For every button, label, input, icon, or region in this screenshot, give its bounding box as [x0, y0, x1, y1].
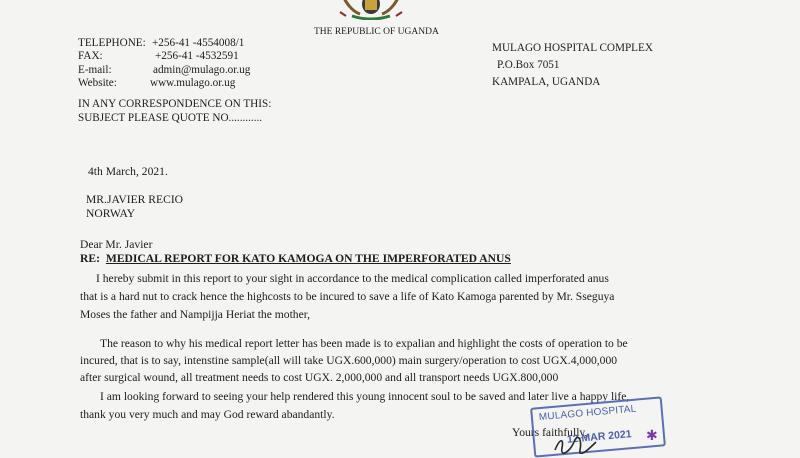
signature-icon	[552, 436, 598, 454]
org-pobox: P.O.Box 7051	[497, 59, 560, 71]
para3-line1: I am looking forward to seeing your help rendered this young innocent soul to be saved and later live a happy life,	[100, 390, 630, 403]
subject-line	[80, 250, 511, 268]
stamp-org: MULAGO HOSPITAL	[538, 403, 637, 424]
re-label: RE:	[80, 252, 100, 265]
recipient-name: MR.JAVIER RECIO	[86, 193, 184, 206]
closing: Yours faithfully,	[512, 426, 588, 439]
subject-text: MEDICAL REPORT FOR KATO KAMOGA ON THE IMPERFORATED ANUS	[105, 252, 511, 265]
uganda-coat-of-arms-icon	[336, 0, 406, 20]
hospital-stamp	[530, 396, 666, 457]
recipient-country: NORWAY	[86, 207, 136, 220]
stamp-date: 12 MAR 2021	[566, 428, 633, 446]
para2-line2: incured, that is to say, intenstine sample(all will take UGX.600,000) main surgery/operation to cost UGX.4,000,000	[80, 354, 618, 367]
email-value: admin@mulago.or.ug	[153, 64, 251, 76]
fax-value: +256-41 -4532591	[155, 50, 239, 62]
org-name: MULAGO HOSPITAL COMPLEX	[492, 42, 653, 54]
para2-line1: The reason to why his medical report letter has been made is to expalian and highlight the costs of operation to be	[100, 337, 628, 350]
org-city: KAMPALA, UGANDA	[492, 76, 601, 88]
para1-line2: that is a hard nut to crack hence the highcosts to be incured to save a life of Kato Kamoga parented by Mr. Sseguya	[80, 290, 615, 303]
website-value: www.mulago.or.ug	[150, 77, 236, 89]
letter-date: 4th March, 2021.	[88, 165, 168, 178]
salutation: Dear Mr. Javier	[80, 238, 153, 251]
star-icon: ✱	[646, 429, 658, 444]
republic-label: THE REPUBLIC OF UGANDA	[314, 27, 439, 37]
telephone-label: TELEPHONE:	[78, 37, 146, 49]
para1-line3: Moses the father and Nampijja Heriat the mother,	[80, 308, 311, 321]
correspondence-note-line1: IN ANY CORRESPONDENCE ON THIS:	[78, 98, 272, 110]
fax-label: FAX:	[78, 50, 103, 62]
website-label: Website:	[78, 77, 117, 89]
telephone-value: +256-41 -4554008/1	[152, 37, 245, 49]
email-label: E-mail:	[78, 64, 112, 76]
para3-line2: thank you very much and may God reward abandantly.	[80, 408, 335, 421]
para2-line3: after surgical wound, all treatment needs to cost UGX. 2,000,000 and all transport needs UGX.800,000	[80, 371, 559, 384]
para1-line1: I hereby submit in this report to your sight in accordance to the medical complication called imperforated anus	[96, 272, 609, 285]
correspondence-note-line2: SUBJECT PLEASE QUOTE NO............	[78, 112, 263, 124]
